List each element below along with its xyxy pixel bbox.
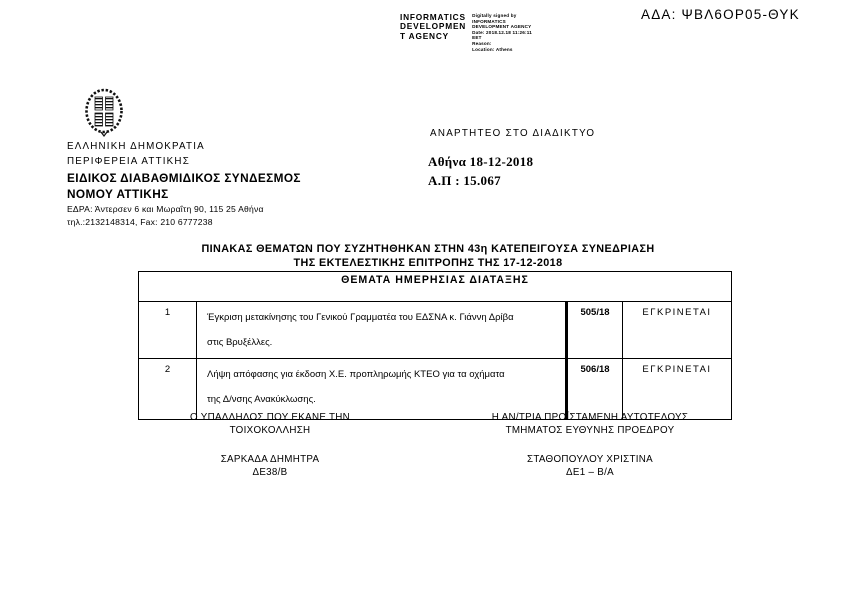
publish-note: ΑΝΑΡΤΗΤΕΟ ΣΤΟ ΔΙΑΔΙΚΤΥΟ	[430, 128, 596, 139]
stamp-detail-line: EET	[472, 35, 482, 41]
stamp-agency-name	[400, 13, 466, 52]
document-title	[138, 243, 718, 270]
org-address: ΕΔΡΑ: Άντερσεν 6 και Μωραΐτη 90, 115 25 Αθήνα	[67, 204, 264, 214]
row-number: 1	[139, 302, 197, 359]
org-contact: τηλ.:2132148314, Fax: 210 6777238	[67, 217, 213, 227]
topics-table	[138, 271, 732, 420]
stamp-agency-line: INFORMATICS	[400, 12, 466, 22]
org-region: ΠΕΡΙΦΕΡΕΙΑ ΑΤΤΙΚΗΣ	[67, 156, 190, 167]
signature-block-left	[145, 411, 395, 479]
signature-title-line: Ο ΥΠΑΛΛΗΛΟΣ ΠΟΥ ΕΚΑΝΕ ΤΗΝ	[189, 412, 351, 423]
table-row	[139, 302, 732, 359]
signature-title-line: ΤΜΗΜΑΤΟΣ ΕΥΘΥΝΗΣ ΠΡΟΕΔΡΟΥ	[505, 425, 675, 436]
stamp-signature-details	[472, 13, 532, 52]
org-name-line1: ΕΙΔΙΚΟΣ ΔΙΑΒΑΘΜΙΔΙΚΟΣ ΣΥΝΔΕΣΜΟΣ	[67, 171, 301, 185]
stamp-detail-line: DEVELOPMENT AGENCY	[472, 24, 532, 30]
subject-line: Λήψη απόφασης για έκδοση Χ.Ε. προπληρωμής ΚΤΕΟ για τα οχήματα	[207, 369, 505, 380]
greek-coat-of-arms-icon	[84, 86, 124, 138]
row-decision-number: 506/18	[567, 359, 623, 420]
document-date: Αθήνα 18-12-2018	[428, 154, 534, 169]
signature-block-right	[455, 411, 725, 479]
stamp-detail-line: Digitally signed by	[472, 13, 517, 18]
stamp-detail-line: INFORMATICS	[472, 18, 506, 24]
subject-line: Έγκριση μετακίνησης του Γενικού Γραμματέα του ΕΔΣΝΑ κ. Γιάννη Δρίβα	[207, 312, 514, 323]
signature-title-line: ΤΟΙΧΟΚΟΛΛΗΣΗ	[229, 425, 311, 436]
ada-code: ΑΔΑ: ΨΒΛ6ΟΡ05-ΘΥΚ	[641, 7, 800, 22]
stamp-detail-line: Date: 2018.12.18 11:26:11	[472, 29, 533, 35]
table-header-row	[139, 272, 732, 302]
title-line1: ΠΙΝΑΚΑΣ ΘΕΜΑΤΩΝ ΠΟΥ ΣΥΖΗΤΗΘΗΚΑΝ ΣΤΗΝ 43η ΚΑΤΕΠΕΙΓΟΥΣΑ ΣΥΝΕΔΡΙΑΣΗ	[201, 243, 655, 255]
signature-name: ΣΑΡΚΑΔΑ ΔΗΜΗΤΡΑ	[220, 454, 320, 465]
table-header-title: ΘΕΜΑΤΑ ΗΜΕΡΗΣΙΑΣ ΔΙΑΤΑΞΗΣ	[139, 272, 732, 302]
signature-grade: ΔΕ38/Β	[252, 467, 288, 478]
row-result: ΕΓΚΡΙΝΕΤΑΙ	[623, 359, 732, 420]
digital-signature-stamp	[400, 13, 532, 52]
org-country: ΕΛΛΗΝΙΚΗ ΔΗΜΟΚΡΑΤΙΑ	[67, 141, 205, 152]
title-line2: ΤΗΣ ΕΚΤΕΛΕΣΤΙΚΗΣ ΕΠΙΤΡΟΠΗΣ ΤΗΣ 17-12-2018	[293, 256, 563, 269]
organization-block	[67, 141, 301, 227]
signature-name: ΣΤΑΘΟΠΟΥΛΟΥ ΧΡΙΣΤΙΝΑ	[527, 454, 653, 465]
row-subject	[197, 302, 567, 359]
stamp-detail-line: Reason:	[472, 40, 492, 46]
row-result: ΕΓΚΡΙΝΕΤΑΙ	[623, 302, 732, 359]
protocol-number: Α.Π : 15.067	[428, 172, 501, 188]
stamp-agency-line: DEVELOPMEN	[400, 21, 467, 32]
signature-grade: ΔΕ1 – Β/Α	[566, 467, 614, 478]
row-decision-number: 505/18	[567, 302, 623, 359]
stamp-agency-line: T AGENCY	[400, 30, 449, 41]
subject-line: στις Βρυξέλλες.	[207, 337, 273, 348]
subject-line: της Δ/νσης Ανακύκλωσης.	[207, 394, 316, 405]
org-name-line2: ΝΟΜΟΥ ΑΤΤΙΚΗΣ	[67, 187, 169, 201]
row-number: 2	[139, 359, 197, 420]
stamp-detail-line: Location: Athens	[472, 46, 513, 52]
signature-title-line: Η ΑΝ/ΤΡΙΑ ΠΡΟΪΣΤΑΜΕΝΗ ΑΥΤΟΤΕΛΟΥΣ	[491, 412, 689, 423]
date-protocol-block	[428, 153, 533, 190]
